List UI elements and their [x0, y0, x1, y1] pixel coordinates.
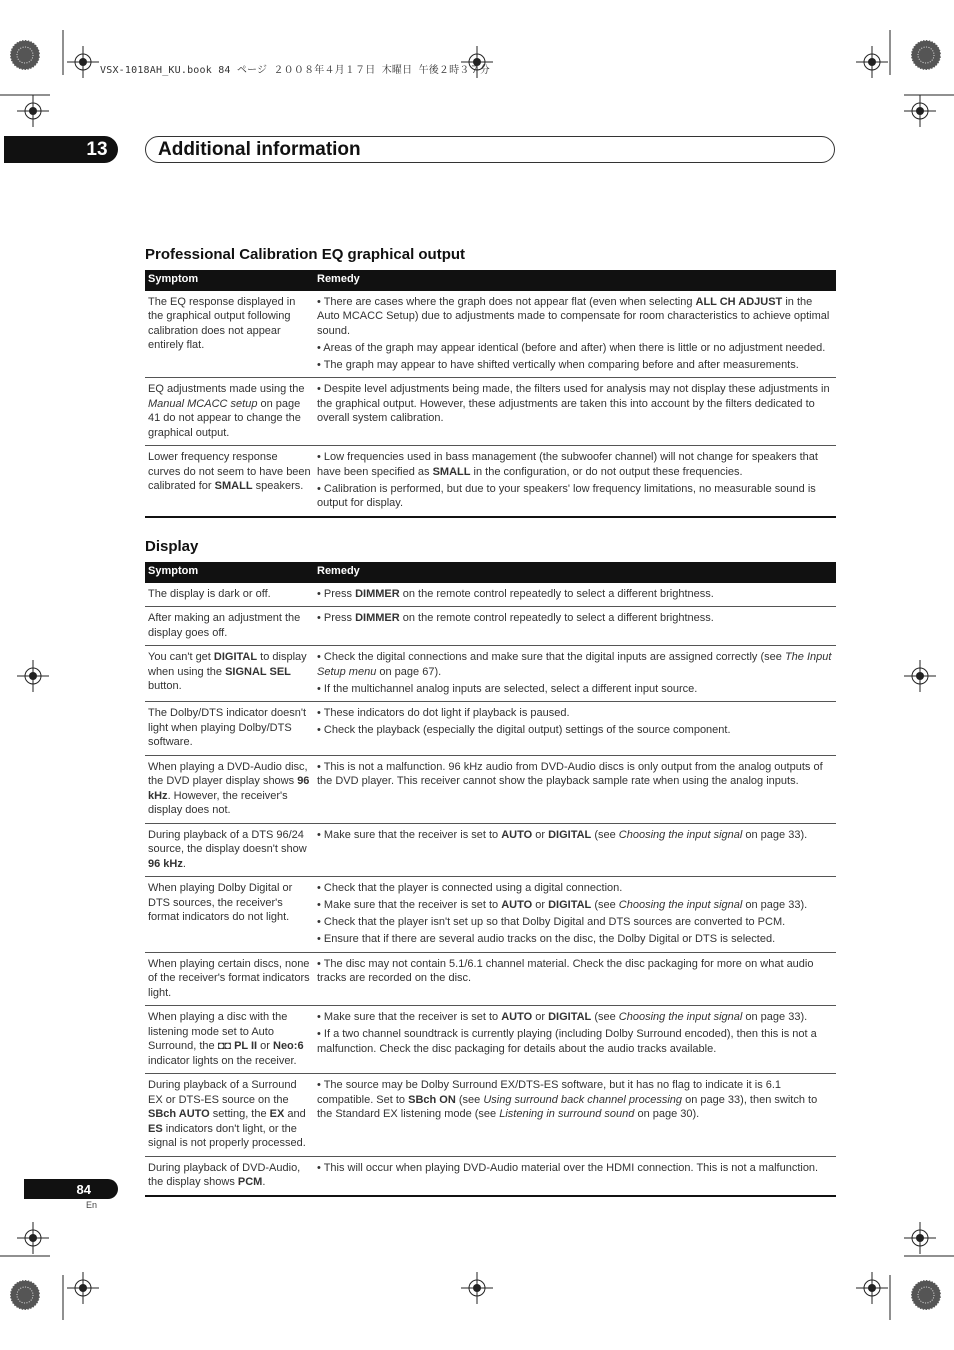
table-row [145, 952, 836, 1006]
table-row [145, 607, 836, 646]
symptom-column-header: Symptom [145, 562, 314, 583]
page-number: 84 [24, 1179, 118, 1199]
remedy-cell [314, 755, 836, 823]
section-heading: Display [145, 538, 199, 555]
remedy-item: • Calibration is performed, but due to your speakers' low frequency limitations, no measurable sound is output for display. [317, 482, 816, 509]
table-row [145, 446, 836, 517]
troubleshooting-table [145, 270, 836, 518]
table-row [145, 291, 836, 378]
remedy-cell [314, 646, 836, 702]
table-row [145, 877, 836, 953]
symptom-cell: When playing Dolby Digital or DTS sources, the receiver's format indicators do not light. [145, 877, 314, 953]
remedy-item: • Check the digital connections and make sure that the digital inputs are assigned correctly (see The Input Setup menu on page 67). [317, 651, 832, 678]
remedy-item: • These indicators do dot light if playback is paused. [317, 707, 570, 719]
table-row [145, 1156, 836, 1196]
remedy-item: • Make sure that the receiver is set to AUTO or DIGITAL (see Choosing the input signal on page 33). [317, 899, 808, 911]
remedy-item: • Make sure that the receiver is set to AUTO or DIGITAL (see Choosing the input signal on page 33). [317, 828, 808, 841]
symptom-cell: When playing a disc with the listening mode set to Auto Surround, the ◘◘ PL II or Neo:6 indicator lights on the receiver. [145, 1006, 314, 1074]
troubleshooting-table [145, 562, 836, 1197]
symptom-cell: You can't get DIGITAL to display when using the SIGNAL SEL button. [145, 646, 314, 702]
remedy-cell [314, 1006, 836, 1074]
remedy-cell [314, 446, 836, 517]
table-row [145, 702, 836, 756]
symptom-column-header: Symptom [145, 270, 314, 291]
symptom-cell: During playback of DVD-Audio, the display shows PCM. [145, 1156, 314, 1196]
remedy-item: • This will occur when playing DVD-Audio material over the HDMI connection. This is not a malfunction. [317, 1161, 819, 1174]
print-header: VSX-1018AH_KU.book 84 ページ ２００８年４月１７日 木曜日 午後２時３７分 [100, 65, 490, 76]
remedy-cell [314, 378, 836, 446]
remedy-cell [314, 607, 836, 646]
symptom-cell: When playing certain discs, none of the receiver's format indicators light. [145, 952, 314, 1006]
remedy-cell [314, 702, 836, 756]
symptom-cell: The Dolby/DTS indicator doesn't light when playing Dolby/DTS software. [145, 702, 314, 756]
remedy-item: • The source may be Dolby Surround EX/DTS-ES software, but it has no flag to indicate it is 6.1 compatible. Set to SBch ON (see Using surround back channel processing on page 33), then switch to the Standard EX listening mode (see Listening in surround sound on page 30). [317, 1079, 818, 1120]
symptom-cell: During playback of a Surround EX or DTS-ES source on the SBch AUTO setting, the EX and ES indicators don't light, or the signal is not properly processed. [145, 1074, 314, 1157]
remedy-cell [314, 1156, 836, 1196]
section-heading: Professional Calibration EQ graphical output [145, 246, 466, 263]
remedy-item: • Despite level adjustments being made, the filters used for analysis may not display these adjustments in the graphical output. However, these adjustments are taken this into account by the filters dedicated to overall system calibration. [317, 383, 830, 424]
symptom-cell: During playback of a DTS 96/24 source, the display doesn't show 96 kHz. [145, 823, 314, 877]
remedy-item: • The graph may appear to have shifted vertically when comparing before and after measurements. [317, 358, 799, 371]
section-display [145, 538, 836, 1197]
remedy-item: • Check the playback (especially the digital output) settings of the source component. [317, 724, 731, 736]
section-eq-output [145, 246, 836, 518]
remedy-cell [314, 583, 836, 607]
remedy-item: • This is not a malfunction. 96 kHz audio from DVD-Audio discs is only output from the analog outputs of the DVD player. This receiver cannot show the playback sample rate when using the analog inputs. [317, 760, 823, 787]
remedy-item: • Check that the player is connected using a digital connection. [317, 882, 623, 894]
symptom-cell: After making an adjustment the display goes off. [145, 607, 314, 646]
table-row [145, 755, 836, 823]
table-row [145, 646, 836, 702]
remedy-item: • If the multichannel analog inputs are selected, select a different input source. [317, 682, 698, 695]
table-row [145, 378, 836, 446]
table-row [145, 823, 836, 877]
symptom-cell: Lower frequency response curves do not seem to have been calibrated for SMALL speakers. [145, 446, 314, 517]
table-row [145, 1006, 836, 1074]
remedy-column-header: Remedy [314, 270, 836, 291]
remedy-column-header: Remedy [314, 562, 836, 583]
remedy-item: • Make sure that the receiver is set to AUTO or DIGITAL (see Choosing the input signal on page 33). [317, 1011, 808, 1023]
remedy-item: • Press DIMMER on the remote control repeatedly to select a different brightness. [317, 612, 714, 624]
remedy-cell [314, 291, 836, 378]
remedy-item: • Areas of the graph may appear identical (before and after) when there is little or no adjustment needed. [317, 341, 826, 354]
symptom-cell: The display is dark or off. [145, 583, 314, 607]
remedy-cell [314, 823, 836, 877]
remedy-item: • If a two channel soundtrack is currently playing (including Dolby Surround encoded), then this is not a malfunction. Check the disc packaging for details about the audio tracks available. [317, 1028, 817, 1055]
chapter-number: 13 [4, 136, 118, 163]
page-language: En [86, 1200, 98, 1210]
remedy-item: • Check that the player isn't set up so that Dolby Digital and DTS sources are converted to PCM. [317, 916, 786, 928]
table-row [145, 1074, 836, 1157]
remedy-cell [314, 877, 836, 953]
table-row [145, 583, 836, 607]
remedy-item: • There are cases where the graph does not appear flat (even when selecting ALL CH ADJUST in the Auto MCACC Setup) due to adjustments made to compensate for room characteristics to achieve optimal sound. [317, 295, 830, 337]
symptom-cell: When playing a DVD-Audio disc, the DVD player display shows 96 kHz. However, the receiver's display does not. [145, 755, 314, 823]
remedy-item: • Press DIMMER on the remote control repeatedly to select a different brightness. [317, 587, 714, 600]
symptom-cell: EQ adjustments made using the Manual MCACC setup on page 41 do not appear to change the graphical output. [145, 378, 314, 446]
remedy-cell [314, 1074, 836, 1157]
chapter-title: Additional information [145, 136, 835, 163]
remedy-item: • The disc may not contain 5.1/6.1 channel material. Check the disc packaging for more on what audio tracks are recorded on the disc. [317, 957, 814, 984]
remedy-cell [314, 952, 836, 1006]
remedy-item: • Low frequencies used in bass management (the subwoofer channel) will not change for speakers that have been specified as SMALL in the configuration, or do not output these frequencies. [317, 451, 818, 478]
symptom-cell: The EQ response displayed in the graphical output following calibration does not appear entirely flat. [145, 291, 314, 378]
remedy-item: • Ensure that if there are several audio tracks on the disc, the Dolby Digital or DTS is selected. [317, 933, 776, 945]
